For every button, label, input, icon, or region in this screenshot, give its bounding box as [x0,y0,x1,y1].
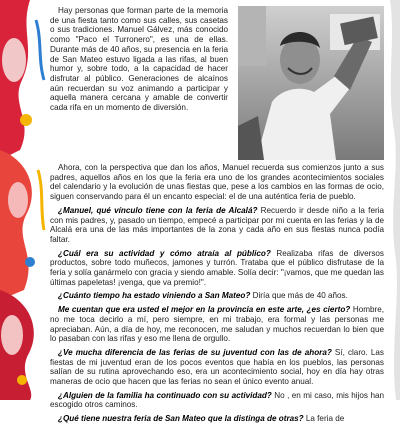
decorative-border-right [384,0,400,400]
answer: Realizaba rifas de diversos productos, sobre todo muñecos, jamones y turrón. Trataba que el público disfrutase de la feria y solía ganármelo con gracia y siendo amable. Solía decir: "¡vamos, que me quedan las últimas papeletas! ¡venga, que va premio!". [50,248,384,287]
question: Me cuentan que era usted el mejor en la provincia en este arte, ¿es cierto? [58,305,351,315]
answer: Diría que más de 40 años. [250,291,348,301]
answer: No , en mi caso, mis hijos han escogido otros caminos. [50,390,385,410]
interview-item [50,348,384,387]
interview-list [50,206,384,424]
question: ¿Cuánto tiempo ha estado viniendo a San Mateo? [58,291,251,301]
decorative-flower-border-left [0,0,46,400]
question: ¿Ve mucha diferencia de las ferias de su juventud con las de ahora? [58,347,332,357]
interview-item [50,414,384,424]
answer: Recuerdo ir desde niño a la feria con mis padres, y, pasado un tiempo, empecé a participar por mi cuenta en las ferias y la de Alcalá era una de las más importantes de la zona y cada año en sus fiestas nunca podía faltar. [50,205,384,244]
intro-paragraph: Hay personas que forman parte de la memoria de una fiesta tanto como sus calles, sus casetas o sus tradiciones. Manuel Gálvez, más conocido como "Paco el Turronero", es una de ellas. Durante más de 40 años, su presencia en la feria de San Mateo estuvo ligada a las rifas, al buen humor y, sobre todo, a la capacidad de hacer disfrutar al público. Generaciones de alcaínos aún recuerdan su voz animando a participar y aquella manera cercana y amable de convertir cada rifa en un momento de diversión. [50,6,228,113]
intro-text [50,6,228,113]
interview-item [50,206,384,245]
context-paragraph: Ahora, con la perspectiva que dan los años, Manuel recuerda sus comienzos junto a sus padres, aquellos años en los que la feria era uno de los grandes acontecimientos sociales del calendario y la evolución de unas fiestas que, pese a los cambios en las formas de ocio, siguen conservando para él un encanto especial: el de una auténtica feria de pueblo. [50,163,384,202]
portrait-photo [238,6,384,160]
question: ¿Alguien de la familia ha continuado con su actividad? [58,390,272,400]
answer: La feria de [303,414,345,424]
interview-item [50,391,384,410]
question: ¿Cuál era su actividad y cómo atraía al público? [58,248,271,258]
question: ¿Qué tiene nuestra feria de San Mateo que la distinga de otras? [58,414,304,424]
intro-section [50,6,384,160]
article-page [50,6,385,424]
question: ¿Manuel, qué vínculo tiene con la feria de Alcalá? [58,205,258,215]
interview-item [50,249,384,288]
answer: Sí, claro. Las fiestas de mi juventud eran de los pocos eventos que había en los pueblos, las personas salían de su rutina aprovechando eso, era un acontecimiento social, hoy en día hay otras maneras de ocio que hacen que las ferias no sean el único evento anual. [50,347,384,387]
interview-item [50,291,384,301]
answer: Hombre, no me toca decirlo a mí, pero siempre, en mi trabajo, era formal y las personas me apreciaban. Aún, a día de hoy, me reconocen, me saludan y muchos recuerdan lo bien que lo pasaban con las rifas y eso me llena de orgullo. [50,305,384,344]
interview-item [50,305,384,344]
